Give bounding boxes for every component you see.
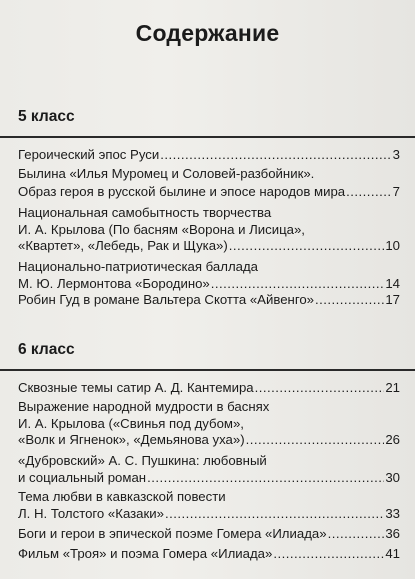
toc-entry (18, 453, 400, 486)
page-number: 3 (392, 147, 400, 162)
toc-entry (18, 380, 400, 397)
toc-entry-text: М. Ю. Лермонтова «Бородино» (18, 275, 210, 291)
toc-entry-last-line (18, 147, 400, 164)
section-divider (0, 369, 415, 371)
toc-entry-text: и социальный роман (18, 469, 147, 485)
toc-entry-text: «Квартет», «Лебедь, Рак и Щука») (18, 238, 228, 253)
toc-entry-last-line (18, 470, 400, 487)
toc-entry-text: Былина «Илья Муромец и Соловей-разбойник». (18, 166, 315, 181)
toc-entry-text: Национальная самобытность творчества (18, 205, 272, 220)
toc-entry-text: «Волк и Ягненок», «Демьянова уха») (18, 432, 245, 447)
dot-leader (211, 276, 385, 293)
dot-leader (246, 432, 385, 449)
page-number: 17 (385, 292, 400, 307)
dot-leader (328, 526, 385, 543)
section-heading-6: 6 класс (18, 341, 75, 358)
page-number: 14 (385, 275, 400, 291)
toc-entry-last-line (18, 380, 400, 397)
toc-entry-last-line (18, 292, 400, 309)
toc-entry-text: Фильм «Троя» и поэма Гомера «Илиада» (18, 546, 273, 561)
toc-entry-last-line (18, 184, 400, 201)
page-number: 10 (385, 238, 400, 253)
toc-entry-last-line (18, 238, 400, 255)
page-number: 41 (385, 546, 400, 561)
toc-entry-text: Выражение народной мудрости в баснях (18, 399, 270, 414)
toc-entry-text: Сквозные темы сатир А. Д. Кантемира (18, 380, 254, 395)
toc-entry (18, 399, 400, 449)
toc-entry (18, 184, 400, 201)
page-number: 21 (385, 380, 400, 395)
toc-entry-text: Тема любви в кавказской повести (18, 489, 226, 504)
section-divider (0, 136, 415, 138)
page-title: Содержание (135, 20, 280, 46)
toc-entry-last-line (18, 526, 400, 543)
page-number: 26 (385, 432, 400, 447)
toc-entry-text: И. А. Крылова («Свинья под дубом», (18, 415, 244, 431)
toc-entry (18, 259, 400, 292)
toc-entry-last-line (18, 506, 400, 523)
toc-entry-text: «Дубровский» А. С. Пушкина: любовный (18, 453, 267, 468)
toc-entry-last-line (18, 432, 400, 449)
section-heading-5: 5 класс (18, 108, 75, 125)
toc-entry-text: Боги и герои в эпической поэме Гомера «Илиада» (18, 526, 327, 541)
page-number: 36 (385, 526, 400, 541)
dot-leader (160, 147, 391, 164)
page-number: 30 (385, 469, 400, 485)
toc-entry (18, 292, 400, 309)
toc-entry-text: Л. Н. Толстого «Казаки» (18, 505, 164, 521)
dot-leader (165, 506, 384, 523)
toc-entry (18, 166, 400, 183)
page-number: 7 (392, 184, 400, 199)
toc-entry-text: Робин Гуд в романе Вальтера Скотта «Айвенго» (18, 292, 315, 307)
toc-entry-last-line (18, 546, 400, 563)
toc-entry-text: Героический эпос Руси (18, 147, 160, 162)
dot-leader (147, 470, 384, 487)
toc-entry-last-line (18, 276, 400, 293)
dot-leader (229, 238, 385, 255)
toc-entry (18, 489, 400, 522)
toc-entry (18, 147, 400, 164)
dot-leader (273, 546, 384, 563)
toc-entry-text: Образ героя в русской былине и эпосе народов мира (18, 184, 346, 199)
toc-entry-text: И. А. Крылова (По басням «Ворона и Лисица», (18, 221, 305, 237)
toc-entry (18, 205, 400, 255)
toc-entry-text: Национально-патриотическая баллада (18, 259, 259, 274)
dot-leader (255, 380, 385, 397)
dot-leader (346, 184, 392, 201)
dot-leader (315, 292, 384, 309)
toc-entry (18, 546, 400, 563)
toc-entry (18, 526, 400, 543)
page-number: 33 (385, 505, 400, 521)
